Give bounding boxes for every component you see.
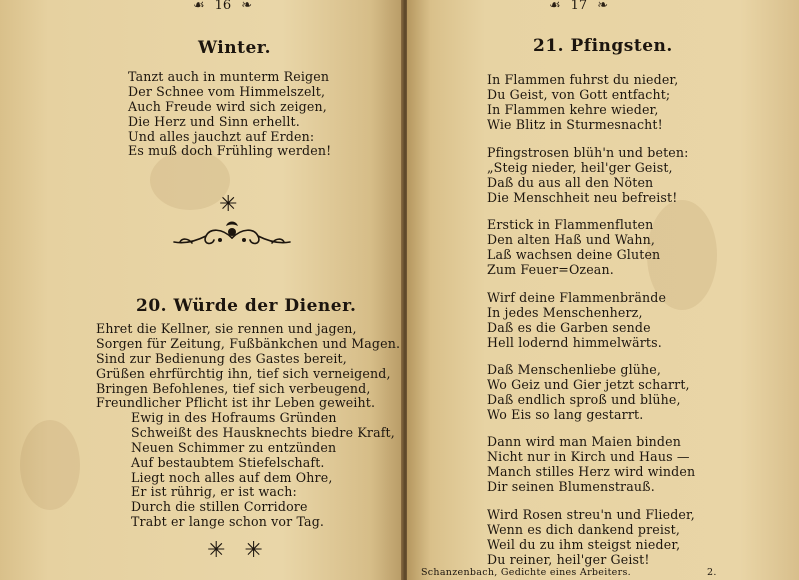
poem-line: Zum Feuer=Ozean. [487, 261, 614, 277]
stanza [487, 73, 678, 133]
stanza [487, 435, 695, 495]
poem-line: Pfingstrosen blüh'n und beten: [487, 145, 689, 160]
asterism-mark: ✳ [219, 192, 238, 217]
poem-line: Daß es die Garben sende [487, 319, 651, 335]
poem-line: Laß wachsen deine Gluten [487, 246, 661, 262]
poem-line: Daß Menschenliebe glühe, [487, 362, 662, 377]
end-asterisks: ✳ ✳ [207, 538, 269, 563]
poem-line: Daß endlich sproß und blühe, [487, 391, 681, 407]
poem-line: Die Menschheit neu befreist! [487, 189, 678, 205]
poem-line: Es muß doch Frühling werden! [128, 143, 332, 159]
right-page [407, 0, 799, 580]
poem-title-pfingsten: 21. Pfingsten. [533, 36, 673, 56]
poem-line: Auch Freude wird sich zeigen, [128, 98, 327, 114]
poem-line: Trabt er lange schon vor Tag. [131, 514, 325, 530]
poem-line: Schweißt des Hausknechts biedre Kraft, [131, 424, 395, 440]
poem-line: Manch stilles Herz wird winden [487, 463, 696, 479]
poem-line: Auf bestaubtem Stiefelschaft. [131, 454, 325, 470]
folio-left [193, 0, 252, 13]
poem-line: Er ist rührig, er ist wach: [131, 484, 297, 500]
poem-title-diener: 20. Würde der Diener. [136, 296, 357, 316]
poem-title-winter: Winter. [198, 38, 272, 58]
poem-line: Nicht nur in Kirch und Haus — [487, 448, 690, 464]
poem-line: Du reiner, heil'ger Geist! [487, 551, 650, 567]
poem-line: Sorgen für Zeitung, Fußbänkchen und Magen. [96, 335, 401, 351]
fleuron-icon: ❧ [597, 0, 609, 13]
poem-line: Wo Geiz und Gier jetzt scharrt, [487, 376, 690, 392]
poem-line: Durch die stillen Corridore [131, 499, 308, 515]
fleuron-icon: ❧ [241, 0, 253, 13]
poem-line: Erstick in Flammenfluten [487, 217, 654, 232]
poem-line: Wie Blitz in Sturmesnacht! [487, 116, 663, 132]
poem-line: Freundlicher Pflicht ist ihr Leben geweiht. [96, 395, 376, 411]
poem-winter-text [128, 70, 331, 159]
vignette-ornament [172, 218, 292, 250]
poem-line: Grüßen ehrfürchtig ihn, tief sich verneigend, [96, 365, 391, 381]
poem-line: Dir seinen Blumenstrauß. [487, 478, 655, 494]
poem-line: Den alten Haß und Wahn, [487, 231, 656, 247]
fleuron-icon: ☙ [549, 0, 561, 13]
stanza [487, 508, 695, 568]
poem-line: „Steig nieder, heil'ger Geist, [487, 159, 673, 175]
poem-line: Tanzt auch in munterm Reigen [128, 69, 330, 84]
poem-line: Wirf deine Flammenbrände [487, 290, 667, 305]
stanza [487, 218, 660, 278]
poem-line: Ewig in des Hofraums Gründen [131, 410, 337, 425]
poem-line: Liegt noch alles auf dem Ohre, [131, 469, 333, 485]
poem-line: Hell lodernd himmelwärts. [487, 334, 662, 350]
stanza [487, 146, 689, 206]
poem-line: In jedes Menschenherz, [487, 304, 643, 320]
poem-line: Bringen Befohlenes, tief sich verbeugend, [96, 380, 371, 396]
page-number: 16 [214, 0, 232, 13]
poem-diener-stanza-1 [96, 322, 400, 411]
poem-line: Neuen Schimmer zu entzünden [131, 439, 337, 455]
poem-line: In Flammen fuhrst du nieder, [487, 72, 679, 87]
poem-line: Daß du aus all den Nöten [487, 174, 654, 190]
poem-line: Weil du zu ihm steigst nieder, [487, 536, 681, 552]
poem-line: Du Geist, von Gott entfacht; [487, 86, 671, 102]
poem-line: Die Herz und Sinn erhellt. [128, 113, 300, 129]
stanza [487, 363, 690, 423]
poem-diener-stanza-2 [131, 411, 395, 530]
poem-line: Dann wird man Maien binden [487, 434, 682, 449]
poem-line: Und alles jauchzt auf Erden: [128, 128, 315, 144]
footer-text: Schanzenbach, Gedichte eines Arbeiters. [421, 567, 631, 578]
poem-line: In Flammen kehre wieder, [487, 101, 659, 117]
page-number: 17 [570, 0, 588, 13]
poem-line: Ehret die Kellner, sie rennen und jagen, [96, 321, 357, 336]
poem-line: Sind zur Bedienung des Gastes bereit, [96, 350, 347, 366]
poem-line: Wo Eis so lang gestarrt. [487, 406, 644, 422]
fleuron-icon: ☙ [193, 0, 205, 13]
paper-stain [20, 420, 80, 510]
poem-line: Wenn es dich dankend preist, [487, 521, 681, 537]
poem-line: Der Schnee vom Himmelszelt, [128, 83, 326, 99]
folio-right [549, 0, 608, 13]
signature-mark: 2. [707, 567, 717, 578]
stanza [487, 291, 666, 351]
poem-line: Wird Rosen streu'n und Flieder, [487, 507, 695, 522]
